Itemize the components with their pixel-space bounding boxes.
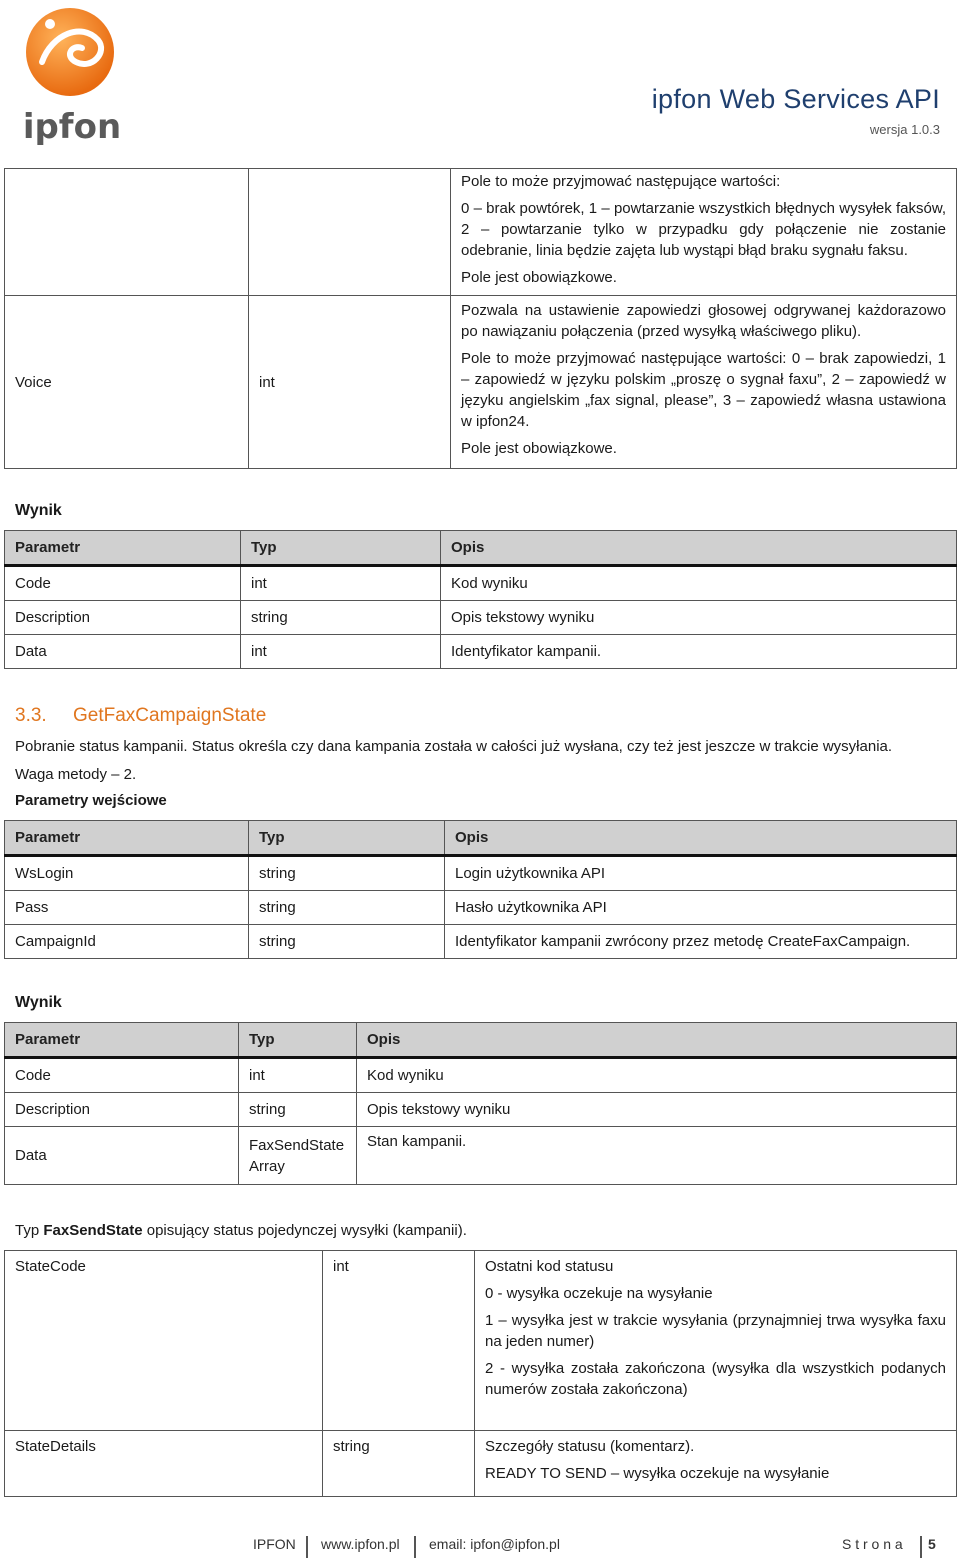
type-cell: string bbox=[249, 856, 445, 891]
footer-page-label: S t r o n a bbox=[842, 1536, 903, 1552]
param-cell: WsLogin bbox=[5, 856, 249, 891]
table-row bbox=[5, 1058, 957, 1093]
type-cell: string bbox=[249, 891, 445, 925]
page-number: 5 bbox=[928, 1536, 936, 1552]
table-row bbox=[5, 566, 957, 601]
result-table bbox=[4, 530, 957, 669]
type-cell: int bbox=[323, 1251, 475, 1431]
table-header-row bbox=[5, 1023, 957, 1058]
type-cell: int bbox=[239, 1058, 357, 1093]
description-line: Pole jest obowiązkowe. bbox=[461, 440, 617, 457]
section-heading bbox=[15, 705, 266, 727]
table-row bbox=[5, 1127, 957, 1185]
type-cell: string bbox=[249, 925, 445, 959]
description-line: 2 - wysyłka została zakończona (wysyłka dla wszystkich podanych numerów została zakończona) bbox=[485, 1360, 946, 1398]
param-cell: Data bbox=[5, 635, 241, 669]
description-cell: Hasło użytkownika API bbox=[445, 891, 957, 925]
footer-divider bbox=[414, 1536, 416, 1558]
column-header: Typ bbox=[241, 531, 441, 566]
footer-website-link[interactable]: www.ipfon.pl bbox=[321, 1536, 400, 1552]
param-cell bbox=[5, 169, 249, 296]
footer-divider bbox=[306, 1536, 308, 1558]
table-row bbox=[5, 1431, 957, 1497]
description-line: READY TO SEND – wysyłka oczekuje na wysyłanie bbox=[485, 1465, 830, 1482]
table-row bbox=[5, 601, 957, 635]
param-cell: StateDetails bbox=[5, 1431, 323, 1497]
description-line: Pole to może przyjmować następujące wartości: 0 – brak zapowiedzi, 1 – zapowiedź w języku polskim „proszę o sygnał faxu”, 2 – zapowiedź w języku angielskim „fax signal, please”, 3 – zapowiedź własna ustawiona w ipfon24. bbox=[461, 350, 946, 430]
input-params-continued-table bbox=[4, 168, 957, 469]
param-cell: CampaignId bbox=[5, 925, 249, 959]
table-header-row bbox=[5, 531, 957, 566]
ipfon-logo-icon bbox=[22, 4, 122, 146]
column-header: Parametr bbox=[5, 531, 241, 566]
table-row bbox=[5, 296, 957, 469]
description-cell: Login użytkownika API bbox=[445, 856, 957, 891]
method-weight: Waga metody – 2. bbox=[15, 766, 137, 783]
column-header: Opis bbox=[445, 821, 957, 856]
description-cell bbox=[475, 1431, 957, 1497]
type-description bbox=[15, 1221, 467, 1241]
param-cell: Code bbox=[5, 1058, 239, 1093]
table-row bbox=[5, 1093, 957, 1127]
description-line: 0 – brak powtórek, 1 – powtarzanie wszystkich błędnych wysyłek faksów, 2 – powtarzanie tylko w przypadku gdy połączenie nie zostanie odebranie, linia będzie zajęta lub wystąpi błąd braku sygnału faksu. bbox=[461, 200, 946, 259]
param-cell: Pass bbox=[5, 891, 249, 925]
column-header: Opis bbox=[357, 1023, 957, 1058]
section-description: Pobranie status kampanii. Status określa czy dana kampania została w całości już wysłana, czy też jest jeszcze w trakcie wysyłania. bbox=[15, 738, 893, 755]
footer-company: IPFON bbox=[253, 1536, 296, 1552]
svg-text:ipfon: ipfon bbox=[22, 107, 122, 146]
description-line: Pozwala na ustawienie zapowiedzi głosowej odgrywanej każdorazowo po nawiązaniu połączenia (przed wysyłką właściwego pliku). bbox=[461, 302, 946, 340]
description-cell: Opis tekstowy wyniku bbox=[441, 601, 957, 635]
table-row bbox=[5, 1251, 957, 1431]
column-header: Parametr bbox=[5, 1023, 239, 1058]
description-cell: Kod wyniku bbox=[357, 1058, 957, 1093]
column-header: Parametr bbox=[5, 821, 249, 856]
footer-divider bbox=[920, 1536, 922, 1558]
table-header-row bbox=[5, 821, 957, 856]
result-label: Wynik bbox=[15, 502, 62, 519]
type-cell: string bbox=[241, 601, 441, 635]
param-cell: Description bbox=[5, 1093, 239, 1127]
description-cell: Opis tekstowy wyniku bbox=[357, 1093, 957, 1127]
column-header: Typ bbox=[239, 1023, 357, 1058]
description-line: Pole jest obowiązkowe. bbox=[461, 269, 617, 286]
table-row bbox=[5, 925, 957, 959]
type-cell: int bbox=[241, 635, 441, 669]
description-line: Ostatni kod statusu bbox=[485, 1258, 614, 1275]
document-version: wersja 1.0.3 bbox=[869, 122, 940, 137]
description-cell: Identyfikator kampanii. bbox=[441, 635, 957, 669]
ipfon-logo bbox=[22, 4, 122, 146]
description-cell bbox=[451, 296, 957, 469]
input-params-table bbox=[4, 820, 957, 959]
result-table bbox=[4, 1022, 957, 1185]
param-cell: Code bbox=[5, 566, 241, 601]
fax-send-state-table bbox=[4, 1250, 957, 1497]
description-line: Pole to może przyjmować następujące wartości: bbox=[461, 173, 781, 190]
type-cell: string bbox=[323, 1431, 475, 1497]
param-cell: Voice bbox=[5, 296, 249, 469]
table-row bbox=[5, 169, 957, 296]
type-name: FaxSendState bbox=[43, 1222, 143, 1239]
param-cell: Description bbox=[5, 601, 241, 635]
table-row bbox=[5, 635, 957, 669]
type-cell: int bbox=[249, 296, 451, 469]
description-cell bbox=[475, 1251, 957, 1431]
input-params-label: Parametry wejściowe bbox=[15, 792, 167, 809]
param-cell: Data bbox=[5, 1127, 239, 1185]
page-footer bbox=[0, 1530, 960, 1560]
param-cell: StateCode bbox=[5, 1251, 323, 1431]
column-header: Typ bbox=[249, 821, 445, 856]
table-row bbox=[5, 856, 957, 891]
footer-email-link[interactable]: email: ipfon@ipfon.pl bbox=[429, 1536, 560, 1552]
column-header: Opis bbox=[441, 531, 957, 566]
description-line: 0 - wysyłka oczekuje na wysyłanie bbox=[485, 1285, 713, 1302]
type-description-prefix: Typ bbox=[15, 1222, 44, 1239]
description-line: 1 – wysyłka jest w trakcie wysyłania (przynajmniej trwa wysyłka faxu na jeden numer) bbox=[485, 1312, 946, 1350]
section-number: 3.3. bbox=[15, 705, 47, 726]
type-cell: int bbox=[241, 566, 441, 601]
description-line: Szczegóły statusu (komentarz). bbox=[485, 1438, 695, 1455]
section-title: GetFaxCampaignState bbox=[73, 705, 267, 726]
document-title: ipfon Web Services API bbox=[651, 84, 940, 114]
type-cell bbox=[249, 169, 451, 296]
result-label: Wynik bbox=[15, 994, 62, 1011]
description-cell: Stan kampanii. bbox=[357, 1127, 957, 1185]
type-description-suffix: opisujący status pojedynczej wysyłki (kampanii). bbox=[142, 1222, 467, 1239]
table-row bbox=[5, 891, 957, 925]
description-cell bbox=[451, 169, 957, 296]
type-cell: FaxSendState Array bbox=[239, 1127, 357, 1185]
description-cell: Kod wyniku bbox=[441, 566, 957, 601]
type-cell: string bbox=[239, 1093, 357, 1127]
description-cell: Identyfikator kampanii zwrócony przez metodę CreateFaxCampaign. bbox=[445, 925, 957, 959]
